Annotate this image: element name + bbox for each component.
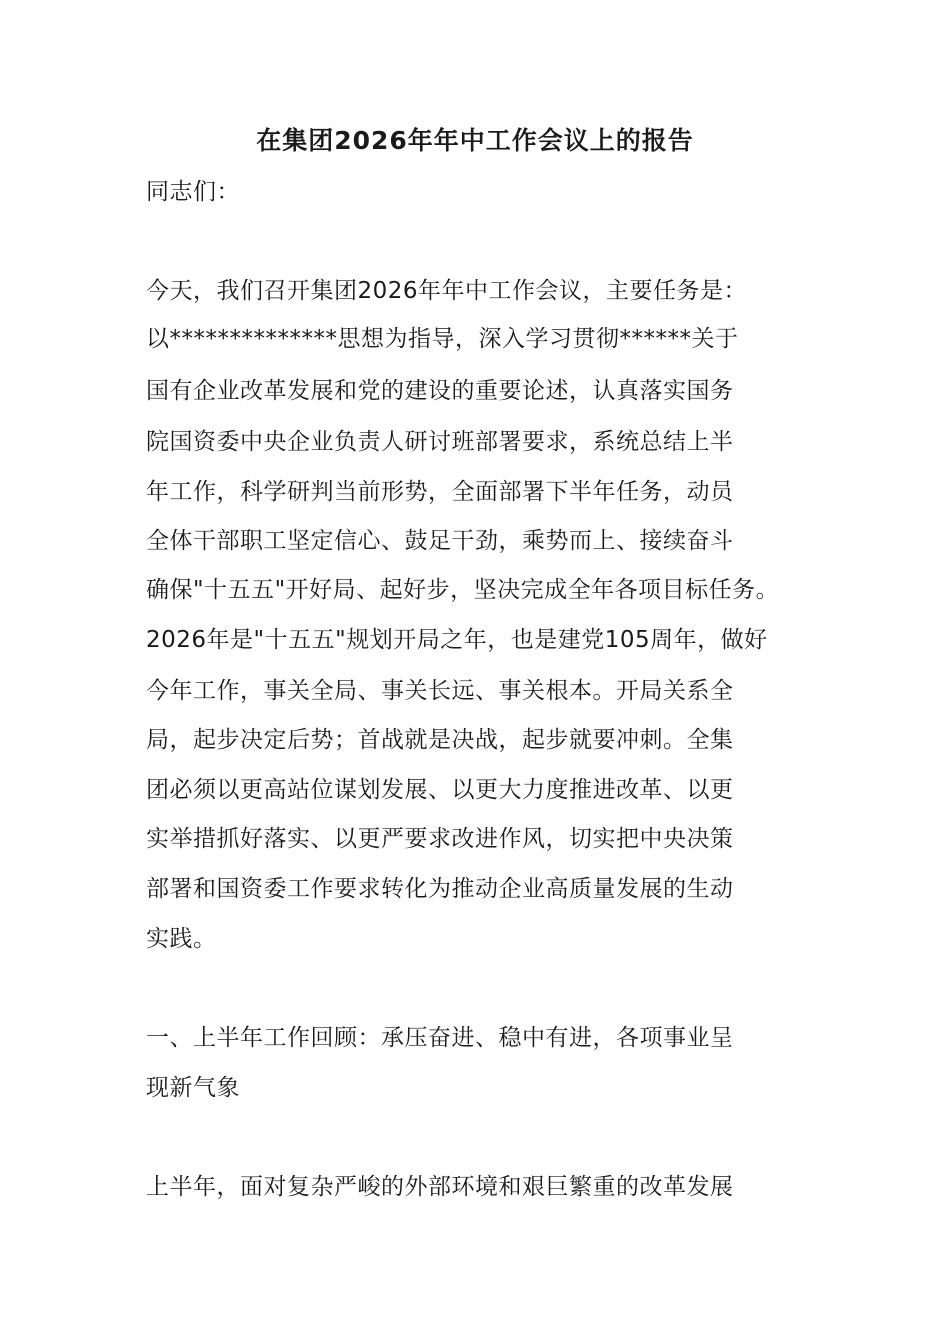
paragraph-line: 确保"十五五"开好局、起好步，坚决完成全年各项目标任务。	[146, 577, 780, 603]
paragraph-line: 以**************思想为指导，深入学习贯彻******关于	[146, 326, 739, 352]
paragraph-line: 部署和国资委工作要求转化为推动企业高质量发展的生动	[146, 876, 734, 902]
section-heading-line: 现新气象	[146, 1075, 240, 1101]
paragraph-line: 年工作，科学研判当前形势，全面部署下半年任务，动员	[146, 479, 734, 505]
paragraph-line: 上半年，面对复杂严峻的外部环境和艰巨繁重的改革发展	[146, 1174, 734, 1200]
paragraph-line: 团必须以更高站位谋划发展、以更大力度推进改革、以更	[146, 777, 734, 803]
document-title: 在集团2026年年中工作会议上的报告	[256, 126, 694, 155]
section-heading-line: 一、上半年工作回顾：承压奋进、稳中有进，各项事业呈	[146, 1025, 734, 1051]
paragraph-line: 今年工作，事关全局、事关长远、事关根本。开局关系全	[146, 678, 734, 704]
paragraph-line: 全体干部职工坚定信心、鼓足干劲，乘势而上、接续奋斗	[146, 528, 734, 554]
paragraph-line: 局，起步决定后势；首战就是决战，起步就要冲刺。全集	[146, 727, 734, 753]
paragraph-line: 2026年是"十五五"规划开局之年，也是建党105周年，做好	[146, 627, 768, 653]
salutation: 同志们：	[146, 179, 240, 205]
paragraph-line: 国有企业改革发展和党的建设的重要论述，认真落实国务	[146, 378, 734, 404]
paragraph-line: 院国资委中央企业负责人研讨班部署要求，系统总结上半	[146, 429, 734, 455]
paragraph-line: 今天，我们召开集团2026年年中工作会议，主要任务是：	[146, 278, 748, 304]
paragraph-line: 实践。	[146, 926, 217, 952]
paragraph-line: 实举措抓好落实、以更严要求改进作风，切实把中央决策	[146, 826, 734, 852]
